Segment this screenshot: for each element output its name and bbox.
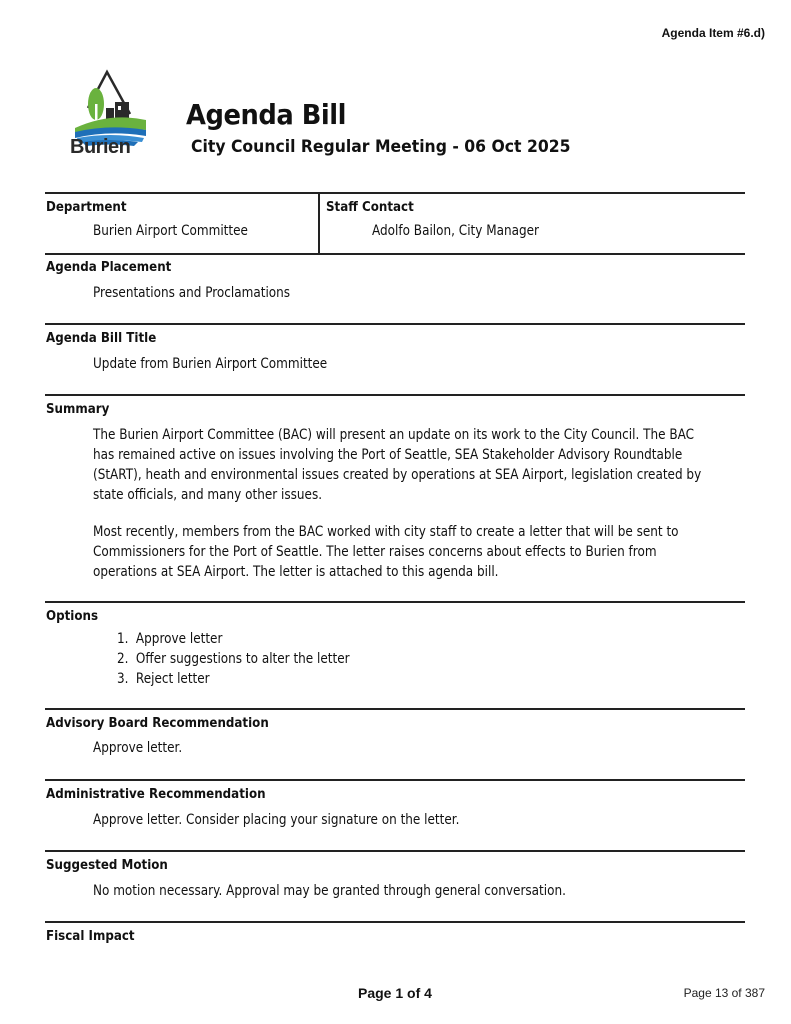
option-number: 1. [117,631,129,647]
section-divider [45,850,745,852]
summary-line: The Burien Airport Committee (BAC) will present an update on its work to the City Council. The BAC [93,427,695,443]
staff-contact-label: Staff Contact [326,199,414,215]
advisory-board-recommendation-value: Approve letter. [93,740,183,756]
suggested-motion-value: No motion necessary. Approval may be granted through general conversation. [93,883,566,899]
option-item [117,649,350,669]
section-divider [45,253,745,255]
column-divider [318,193,320,253]
option-text: Offer suggestions to alter the letter [135,651,350,667]
department-label: Department [46,199,127,215]
logo-text: Burien [70,136,131,158]
section-divider [45,323,745,325]
section-divider [45,921,745,923]
summary-line: operations at SEA Airport. The letter is attached to this agenda bill. [93,564,499,580]
options-label: Options [46,608,99,624]
option-item [117,669,350,689]
summary-line: (StART), heath and environmental issues created by operations at SEA Airport, legislation created by [93,467,702,483]
administrative-recommendation-label: Administrative Recommendation [46,786,266,802]
agenda-item-number: Agenda Item #6.d) [661,26,765,40]
staff-contact-value: Adolfo Bailon, City Manager [372,223,540,239]
agenda-bill-title-value: Update from Burien Airport Committee [93,356,328,372]
summary-label: Summary [46,401,110,417]
agenda-placement-label: Agenda Placement [46,259,172,275]
summary-line: Most recently, members from the BAC worked with city staff to create a letter that will be sent to [93,524,679,540]
section-divider [45,192,745,194]
administrative-recommendation-value: Approve letter. Consider placing your signature on the letter. [93,812,460,828]
section-divider [45,779,745,781]
section-divider [45,394,745,396]
option-text: Reject letter [135,671,210,687]
page-number: Page 1 of 4 [358,985,432,1001]
burien-logo [70,68,150,160]
summary-line: has remained active on issues involving the Port of Seattle, SEA Stakeholder Advisory Roundtable [93,447,683,463]
summary-line: Commissioners for the Port of Seattle. The letter raises concerns about effects to Burien from [93,544,657,560]
options-list [117,629,387,689]
option-number: 2. [117,651,129,667]
packet-page-number: Page 13 of 387 [683,986,765,1000]
summary-paragraph-1 [93,425,791,505]
agenda-bill-title-label: Agenda Bill Title [46,330,157,346]
summary-paragraph-2 [93,522,774,582]
page-title: Agenda Bill [186,98,347,131]
fiscal-impact-label: Fiscal Impact [46,928,135,944]
agenda-placement-value: Presentations and Proclamations [93,285,291,301]
option-number: 3. [117,671,129,687]
summary-line: state officials, and many other issues. [93,487,323,503]
suggested-motion-label: Suggested Motion [46,857,168,873]
section-divider [45,601,745,603]
option-text: Approve letter [135,631,223,647]
advisory-board-recommendation-label: Advisory Board Recommendation [46,715,269,731]
department-value: Burien Airport Committee [93,223,248,239]
section-divider [45,708,745,710]
option-item [117,629,350,649]
meeting-subtitle: City Council Regular Meeting - 06 Oct 2025 [191,137,571,157]
